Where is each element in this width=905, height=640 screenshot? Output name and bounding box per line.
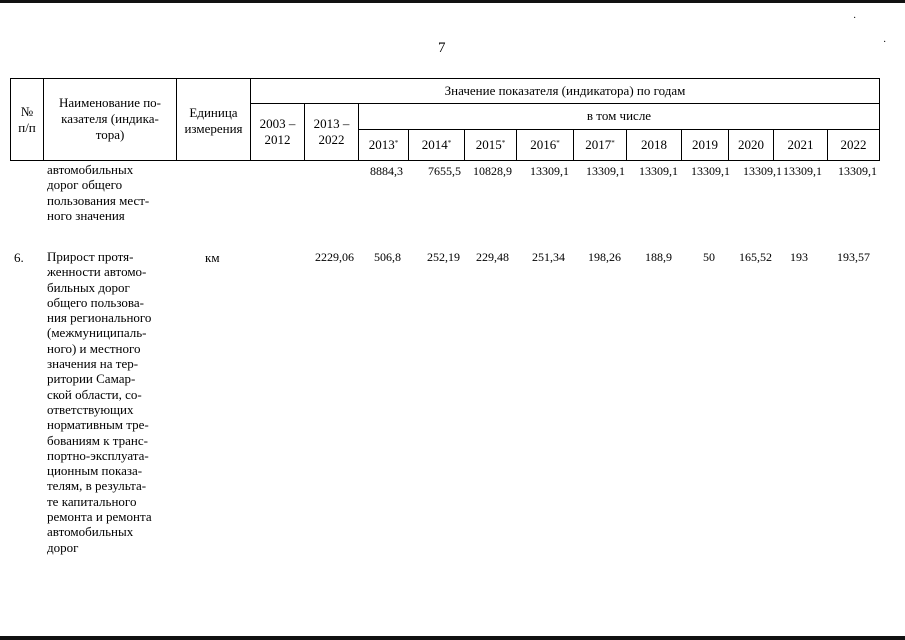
header-year-2020: 2020 bbox=[738, 137, 764, 152]
value-cell: 229,48 bbox=[476, 250, 509, 264]
header-col-name: Наименование по- казателя (индика- тора) bbox=[58, 95, 162, 142]
scan-top-border bbox=[0, 0, 905, 3]
scan-speck: · bbox=[853, 13, 857, 24]
value-cell: 13309,1 bbox=[639, 164, 678, 178]
header-year-2021: 2021 bbox=[787, 137, 814, 152]
header-year-2013: 2013* bbox=[368, 137, 399, 152]
page-number: 7 bbox=[438, 40, 446, 56]
header-col-num-line1: № bbox=[20, 104, 34, 119]
value-cell: 165,52 bbox=[739, 250, 772, 264]
header-year-2022: 2022 bbox=[840, 137, 867, 152]
header-subgroup-title: в том числе bbox=[586, 108, 652, 123]
header-period1-line1: 2003 – bbox=[259, 116, 296, 131]
value-cell: 8884,3 bbox=[370, 164, 403, 178]
value-cell: 13309,1 bbox=[691, 164, 730, 178]
header-year-2016: 2016* bbox=[530, 137, 560, 152]
value-cell: 13309,1 bbox=[838, 164, 877, 178]
header-year-2018: 2018 bbox=[641, 137, 667, 152]
value-cell: 7655,5 bbox=[428, 164, 461, 178]
header-period2 bbox=[305, 116, 358, 148]
header-group-title: Значение показателя (индикатора) по годам bbox=[444, 83, 686, 98]
row-number: 6. bbox=[14, 250, 24, 265]
header-year-2014: 2014* bbox=[421, 137, 452, 152]
value-cell: 50 bbox=[703, 250, 715, 264]
value-cell: 13309,1 bbox=[743, 164, 782, 178]
header-period2-line2: 2022 bbox=[318, 132, 345, 147]
period2-cell: 2229,06 bbox=[315, 250, 354, 264]
header-col-num-line2: п/п bbox=[18, 120, 36, 135]
value-cell: 506,8 bbox=[374, 250, 401, 264]
header-col-unit bbox=[177, 105, 250, 137]
row-unit: км bbox=[205, 250, 220, 265]
value-cell: 13309,1 bbox=[783, 164, 822, 178]
header-period1 bbox=[251, 116, 304, 148]
value-cell: 188,9 bbox=[645, 250, 672, 264]
value-cell: 193 bbox=[790, 250, 808, 264]
scan-speck: · bbox=[883, 37, 887, 48]
value-cell: 198,26 bbox=[588, 250, 621, 264]
row-name: Прирост протя- женности автомо- бильных дорог общего пользова- ния регионального (межмуниципаль- ного) и местного значения на тер- ритории Самар- ской области, со- ответствующих нормативным тре- бованиям к транс- портно-эксплуата- ционным показа- телям, в результа- те капитального ремонта и ремонта автомобильных дорог bbox=[47, 249, 152, 555]
row-name: автомобильных дорог общего пользования мест- ного значения bbox=[47, 162, 150, 223]
value-cell: 13309,1 bbox=[586, 164, 625, 178]
table-header bbox=[0, 78, 880, 161]
value-cell: 251,34 bbox=[532, 250, 565, 264]
scan-bottom-border bbox=[0, 636, 905, 640]
value-cell: 252,19 bbox=[427, 250, 460, 264]
header-period1-line2: 2012 bbox=[264, 132, 291, 147]
header-year-2017: 2017* bbox=[585, 137, 615, 152]
value-cell: 13309,1 bbox=[530, 164, 569, 178]
header-period2-line1: 2013 – bbox=[313, 116, 350, 131]
header-col-num bbox=[11, 104, 43, 136]
header-col-unit-line1: Единица bbox=[189, 105, 238, 120]
value-cell: 193,57 bbox=[837, 250, 870, 264]
value-cell: 10828,9 bbox=[473, 164, 512, 178]
header-year-2019: 2019 bbox=[692, 137, 718, 152]
header-col-unit-line2: измерения bbox=[184, 121, 243, 136]
header-year-2015: 2015* bbox=[475, 137, 506, 152]
